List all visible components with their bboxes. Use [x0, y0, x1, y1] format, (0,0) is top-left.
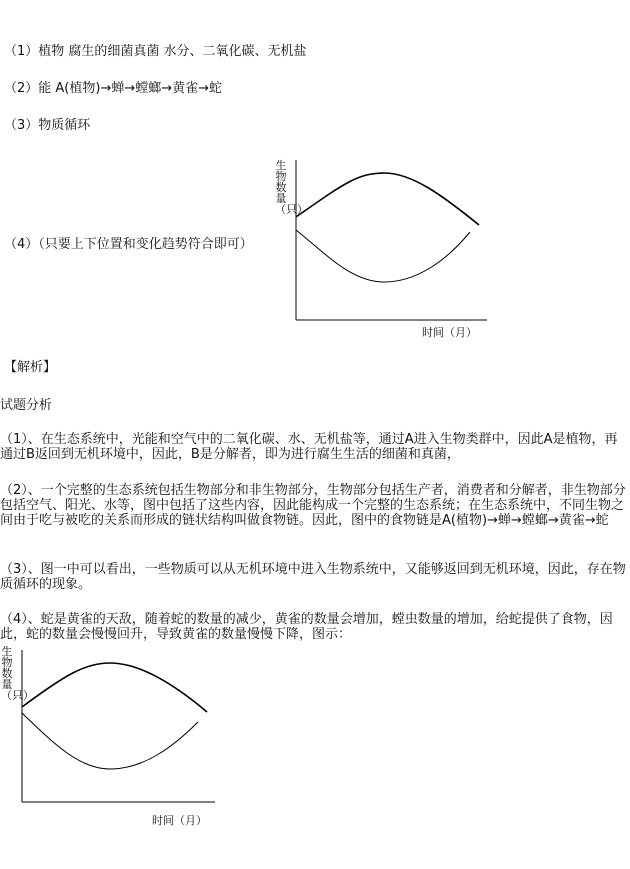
graph1-lower-curve: [296, 230, 470, 282]
analysis-subheading: 试题分析: [0, 398, 53, 413]
graph2-ylabel: 生物数量（只）: [1, 645, 34, 702]
analysis-paragraph-1: （1）、在生态系统中，光能和空气中的二氧化碳、水、无机盐等，通过A进入生物类群中，因此A是植物，再通过B返回到无机环境中，因此，B是分解者，即为进行腐生生活的细菌和真菌，: [0, 432, 618, 462]
analysis-paragraph-2: （2）、一个完整的生态系统包括生物部分和非生物部分，生物部分包括生产者，消费者和分解者，非生物部分包括空气、阳光、水等，图中包括了这些内容，因此能构成一个完整的生态系统；在生态系统中，不同生物之间由于吃与被吃的关系而形成的链状结构叫做食物链。因此，图中的食物链是A(植物)→蝉→螳螂→黄雀→蛇: [0, 483, 626, 528]
analysis-paragraph-4: （4）、蛇是黄雀的天敌，随着蛇的数量的减少，黄雀的数量会增加，螳虫数量的增加，给蛇提供了食物，因此，蛇的数量会慢慢回升，导致黄雀的数量慢慢下降，图示：: [0, 612, 613, 642]
graph2: [10, 650, 220, 810]
answer-1: （1）植物 腐生的细菌真菌 水分、二氧化碳、无机盐: [4, 44, 307, 59]
analysis-paragraph-3: （3）、图一中可以看出，一些物质可以从无机环境中进入生物系统中，又能够返回到无机环境，因此，存在物质循环的现象。: [0, 562, 626, 592]
answer-4: （4）（只要上下位置和变化趋势符合即可）: [4, 237, 253, 252]
answer-2: （2）能 A(植物)→蝉→螳螂→黄雀→蛇: [4, 81, 223, 96]
graph1-ylabel: 生物数量（只）: [275, 159, 308, 216]
graph1-upper-curve: [296, 173, 479, 225]
analysis-heading: 【解析】: [4, 360, 57, 375]
graph2-upper-curve: [22, 663, 207, 712]
graph2-xlabel: 时间（月）: [152, 814, 207, 827]
answer-3: （3）物质循环: [4, 118, 91, 133]
graph1-xlabel: 时间（月）: [422, 326, 477, 339]
graph1: [282, 160, 492, 330]
graph2-lower-curve: [22, 713, 198, 769]
